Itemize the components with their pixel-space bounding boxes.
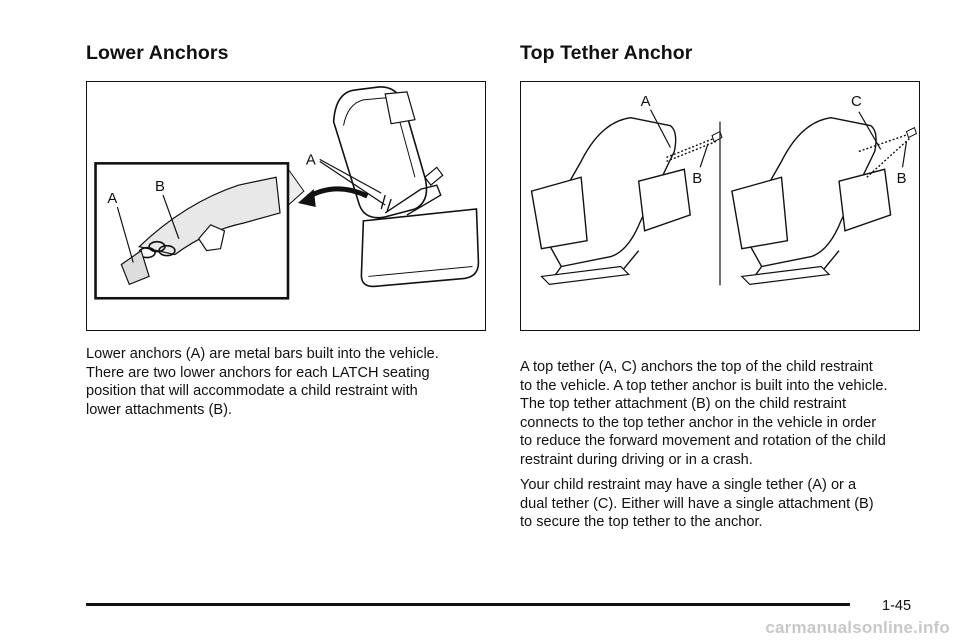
lower-anchors-paragraph: Lower anchors (A) are metal bars built into the vehicle. There are two lower anchors for each LATCH seating position that will accommodate a child restraint with lower attachments (B). xyxy=(86,346,439,418)
label-b-inset: B xyxy=(155,179,165,196)
watermark: carmanualsonline.info xyxy=(765,618,950,637)
single-tether-seat xyxy=(532,118,691,285)
lower-anchors-drawing xyxy=(87,82,485,330)
lower-anchors-heading: Lower Anchors xyxy=(86,42,229,64)
label-a-inset: A xyxy=(107,191,118,208)
label-c: C xyxy=(850,93,862,110)
lower-anchors-illustration xyxy=(86,81,486,331)
top-tether-drawing xyxy=(521,82,919,330)
top-tether-paragraph-2: Your child restraint may have a single tether (A) or a dual tether (C). Either will have a single attachment (B) to secure the top tether to the anchor. xyxy=(520,477,874,530)
footer-rule xyxy=(86,603,850,606)
top-tether-illustration xyxy=(520,81,920,331)
top-tether-paragraph-1: A top tether (A, C) anchors the top of the child restraint to the vehicle. A top tether anchor is built into the vehicle. The top tether attachment (B) on the child restraint connects to the top tether anchor in the vehicle in order to reduce the forward movement and rotation of the child restraint during driving or in a crash. xyxy=(520,359,888,468)
top-tether-heading: Top Tether Anchor xyxy=(520,42,693,64)
dual-tether-seat xyxy=(732,118,891,285)
label-a: A xyxy=(640,93,651,110)
page-number: 1-45 xyxy=(882,598,912,614)
label-b-right: B xyxy=(896,171,907,188)
label-b-left: B xyxy=(692,171,703,188)
label-a-top: A xyxy=(305,152,316,169)
